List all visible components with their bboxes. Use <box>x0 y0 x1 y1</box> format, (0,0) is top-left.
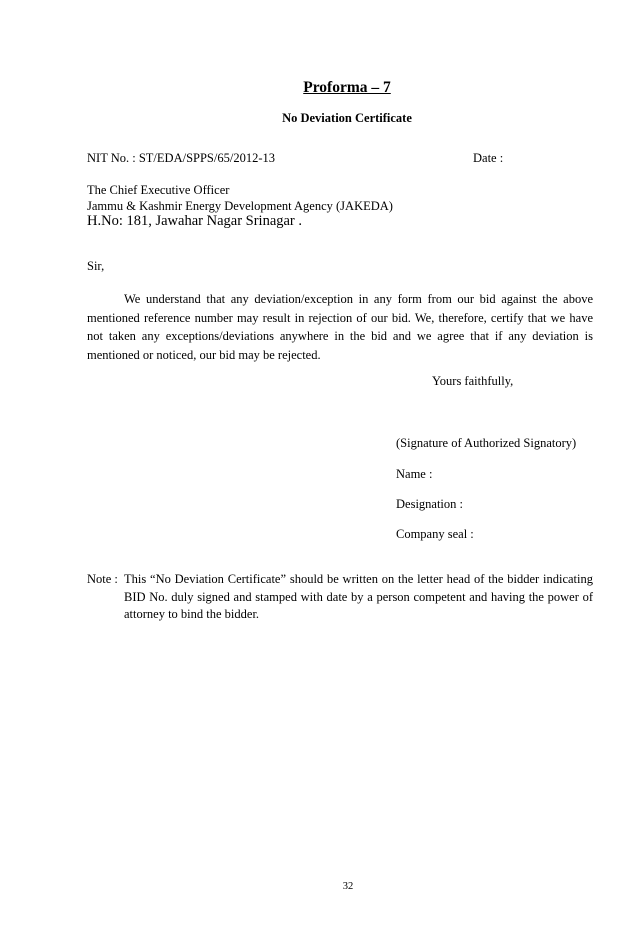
addressee-line-2: Jammu & Kashmir Energy Development Agency (JAKEDA) <box>87 199 393 213</box>
title-text: Proforma – 7 <box>303 79 391 96</box>
addressee-line-1: The Chief Executive Officer <box>87 183 230 197</box>
name-label: Name : <box>396 467 433 481</box>
subtitle-text: No Deviation Certificate <box>282 111 412 125</box>
note-text: This “No Deviation Certificate” should be written on the letter head of the bidder indicating BID No. duly signed and stamped with date by a person competent and having the power of attorney to bind the bidder. <box>124 572 593 621</box>
certificate-subtitle <box>0 111 638 126</box>
company-seal-label: Company seal : <box>396 527 474 541</box>
designation-label: Designation : <box>396 497 464 511</box>
body-paragraph: We understand that any deviation/exception in any form from our bid against the above mentioned reference number may result in rejection of our bid. We, therefore, certify that we have not taken any exceptions/deviations anywhere in the bid and we agree that if any deviation is mentioned or noticed, our bid may be rejected. <box>87 292 593 362</box>
page-number <box>0 881 638 892</box>
signatory-label: (Signature of Authorized Signatory) <box>396 436 577 450</box>
page-title <box>0 79 638 97</box>
addressee-line-3: H.No: 181, Jawahar Nagar Srinagar . <box>87 213 303 229</box>
closing-text: Yours faithfully, <box>432 374 514 388</box>
salutation: Sir, <box>87 259 105 273</box>
nit-number: NIT No. : ST/EDA/SPPS/65/2012-13 <box>87 151 275 165</box>
page-number-text: 32 <box>342 881 354 892</box>
date-label: Date : <box>473 151 504 165</box>
note-label: Note : <box>87 572 118 586</box>
